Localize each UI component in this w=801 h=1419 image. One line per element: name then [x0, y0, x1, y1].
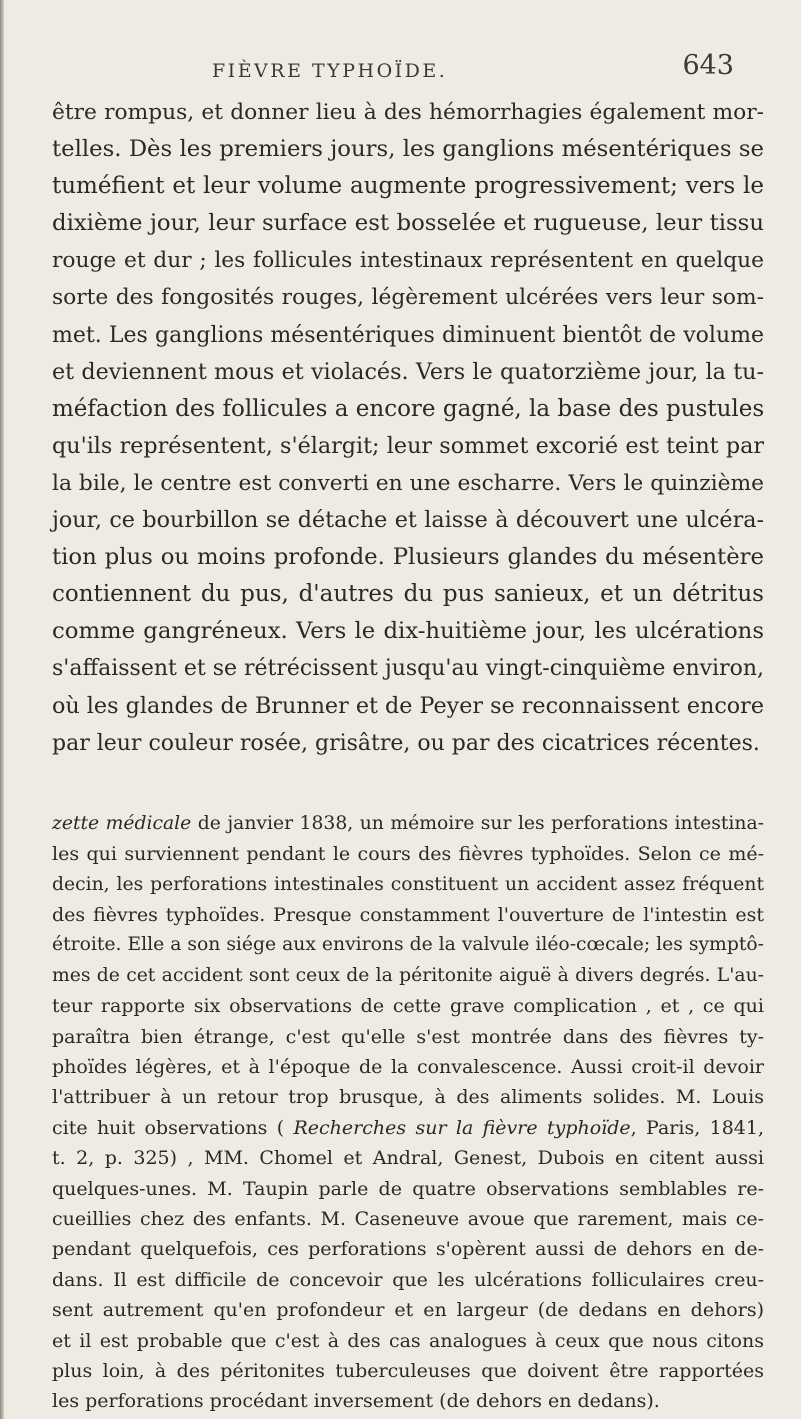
- footnote-line: pendant quelquefois, ces perforations s'opèrent aussi de dehors en de-: [52, 1238, 764, 1261]
- page-number: 643: [682, 50, 734, 81]
- footnote-line: les perforations procédant inversement (de dehors en dedans).: [52, 1390, 660, 1413]
- text-line: qu'ils représentent, s'élargit; leur sommet excorié est teint par: [52, 432, 764, 459]
- text-line: et deviennent mous et violacés. Vers le quatorzième jour, la tu-: [52, 358, 764, 385]
- text-line: être rompus, et donner lieu à des hémorrhagies également mor-: [52, 100, 764, 125]
- text-line: jour, ce bourbillon se détache et laisse à découvert une ulcéra-: [52, 507, 764, 534]
- footnote-line-text: de janvier 1838, un mémoire sur les perforations intestina-: [191, 812, 765, 834]
- text-line: telles. Dès les premiers jours, les ganglions mésentériques se: [52, 136, 764, 163]
- footnote-line: des fièvres typhoïdes. Presque constamment l'ouverture de l'intestin est: [52, 903, 764, 926]
- footnote-line: sent autrement qu'en profondeur et en largeur (de dedans en dehors): [52, 1299, 764, 1322]
- text-line: méfaction des follicules a encore gagné, la base des pustules: [52, 395, 765, 422]
- footnote-line: les qui surviennent pendant le cours des fièvres typhoïdes. Selon ce mé-: [52, 843, 764, 866]
- footnote-line: t. 2, p. 325) , MM. Chomel et Andral, Genest, Dubois en citent aussi: [52, 1147, 764, 1170]
- text-line: tuméfient et leur volume augmente progressivement; vers le: [52, 173, 764, 200]
- footnote-line: étroite. Elle a son siége aux environs de la valvule iléo-cœcale; les symptô-: [52, 934, 764, 956]
- footnote-line: l'attribuer à un retour trop brusque, à des aliments solides. M. Louis: [52, 1086, 764, 1109]
- text-line: par leur couleur rosée, grisâtre, ou par des cicatrices récentes.: [52, 730, 760, 756]
- footnote-line: dans. Il est difficile de concevoir que les ulcérations folliculaires creu-: [52, 1268, 764, 1291]
- footnote-line: plus loin, à des péritonites tuberculeuses que doivent être rapportées: [52, 1360, 764, 1382]
- footnote-line: [52, 1113, 764, 1143]
- footnote-line: mes de cet accident sont ceux de la péritonite aiguë à divers degrés. L'au-: [52, 964, 764, 986]
- footnote-line: [52, 809, 764, 839]
- main-paragraph: [52, 94, 764, 762]
- footnote-line: quelques-unes. M. Taupin parle de quatre observations semblables re-: [52, 1177, 764, 1200]
- text-line: contiennent du pus, d'autres du pus sanieux, et un détritus: [52, 581, 764, 608]
- text-line: dixième jour, leur surface est bosselée et rugueuse, leur tissu: [52, 210, 764, 237]
- binding-edge: [0, 0, 4, 1419]
- footnote-line-text: , Paris, 1841,: [630, 1116, 764, 1139]
- text-line: où les glandes de Brunner et de Peyer se reconnaissent encore: [52, 692, 764, 719]
- text-line: rouge et dur ; les follicules intestinaux représentent en quelque: [52, 248, 764, 274]
- text-line: met. Les ganglions mésentériques diminuent bientôt de volume: [52, 322, 764, 348]
- footnote-line: decin, les perforations intestinales constituent un accident assez fréquent: [52, 873, 764, 895]
- text-line: la bile, le centre est converti en une escharre. Vers le quinzième: [52, 470, 764, 496]
- text-line: s'affaissent et se rétrécissent jusqu'au vingt-cinquième environ,: [52, 656, 765, 682]
- text-line: sorte des fongosités rouges, légèrement ulcérées vers leur som-: [52, 285, 764, 311]
- footnote-line: et il est probable que c'est à des cas analogues à ceux que nous citons: [52, 1329, 764, 1352]
- footnote-line: cueillies chez des enfants. M. Caseneuve avoue que rarement, mais ce-: [52, 1207, 764, 1230]
- footnote-line: teur rapporte six observations de cette grave complication , et , ce qui: [52, 995, 764, 1018]
- text-line: tion plus ou moins profonde. Plusieurs glandes du mésentère: [52, 544, 764, 571]
- journal-title: zette médicale: [52, 812, 192, 834]
- running-title: FIÈVRE TYPHOÏDE.: [212, 60, 448, 82]
- text-line: comme gangréneux. Vers le dix-huitième jour, les ulcérations: [52, 618, 764, 645]
- cited-work-title: Recherches sur la fièvre typhoïde: [293, 1116, 631, 1139]
- running-head: [52, 48, 764, 88]
- footnote-paragraph: [52, 809, 764, 1417]
- footnote-line: paraîtra bien étrange, c'est qu'elle s'est montrée dans des fièvres ty-: [52, 1025, 764, 1048]
- book-page: [52, 48, 764, 1417]
- footnote-line-text: cite huit observations (: [52, 1116, 294, 1139]
- footnote-line: phoïdes légères, et à l'époque de la convalescence. Aussi croit-il devoir: [52, 1055, 764, 1078]
